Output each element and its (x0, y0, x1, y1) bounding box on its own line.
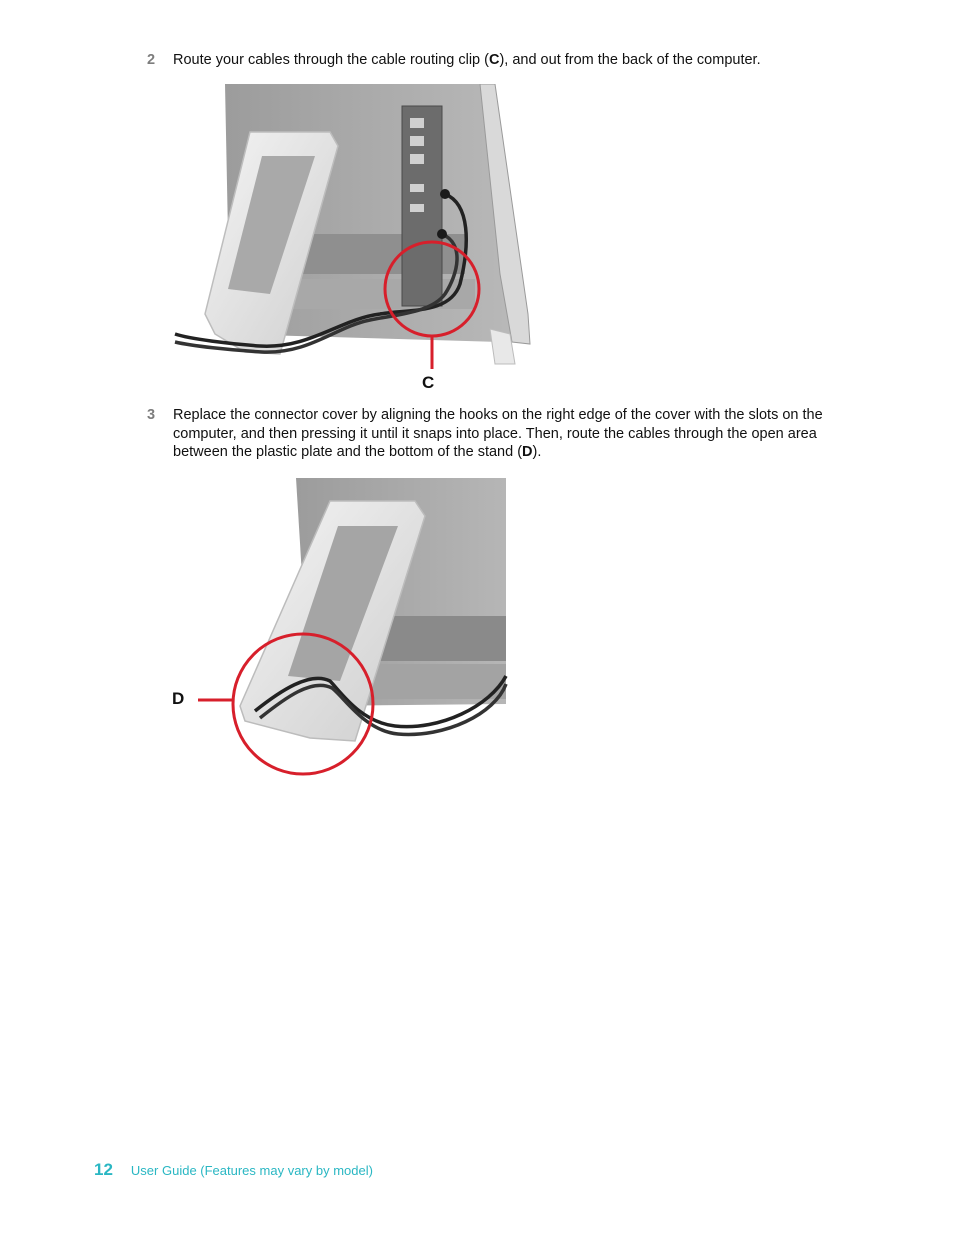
callout-circle-c (170, 84, 550, 374)
step-2 (147, 51, 867, 70)
cable-routing-illustration (170, 84, 550, 374)
page-number: 12 (94, 1160, 113, 1179)
callout-reference: C (488, 52, 500, 68)
step-number: 3 (147, 407, 156, 423)
step-number: 2 (147, 52, 156, 68)
stand-drawing (160, 476, 520, 786)
step-3 (147, 406, 867, 462)
callout-label-d: D (172, 689, 185, 708)
footer-title: User Guide (Features may vary by model) (130, 1163, 373, 1178)
callout-label-c: C (422, 373, 435, 392)
page-footer (94, 1160, 373, 1180)
step-text: Route your cables through the cable routing clip (C), and out from the back of the computer. (173, 52, 761, 68)
step-text: Replace the connector cover by aligning the hooks on the right edge of the cover with the slots on the computer, and then pressing it until it snaps into place. Then, route the cables through the open area between the plastic plate and the bottom of the stand (D). (173, 407, 823, 460)
callout-reference: D (522, 444, 533, 460)
stand-routing-illustration (160, 476, 520, 786)
